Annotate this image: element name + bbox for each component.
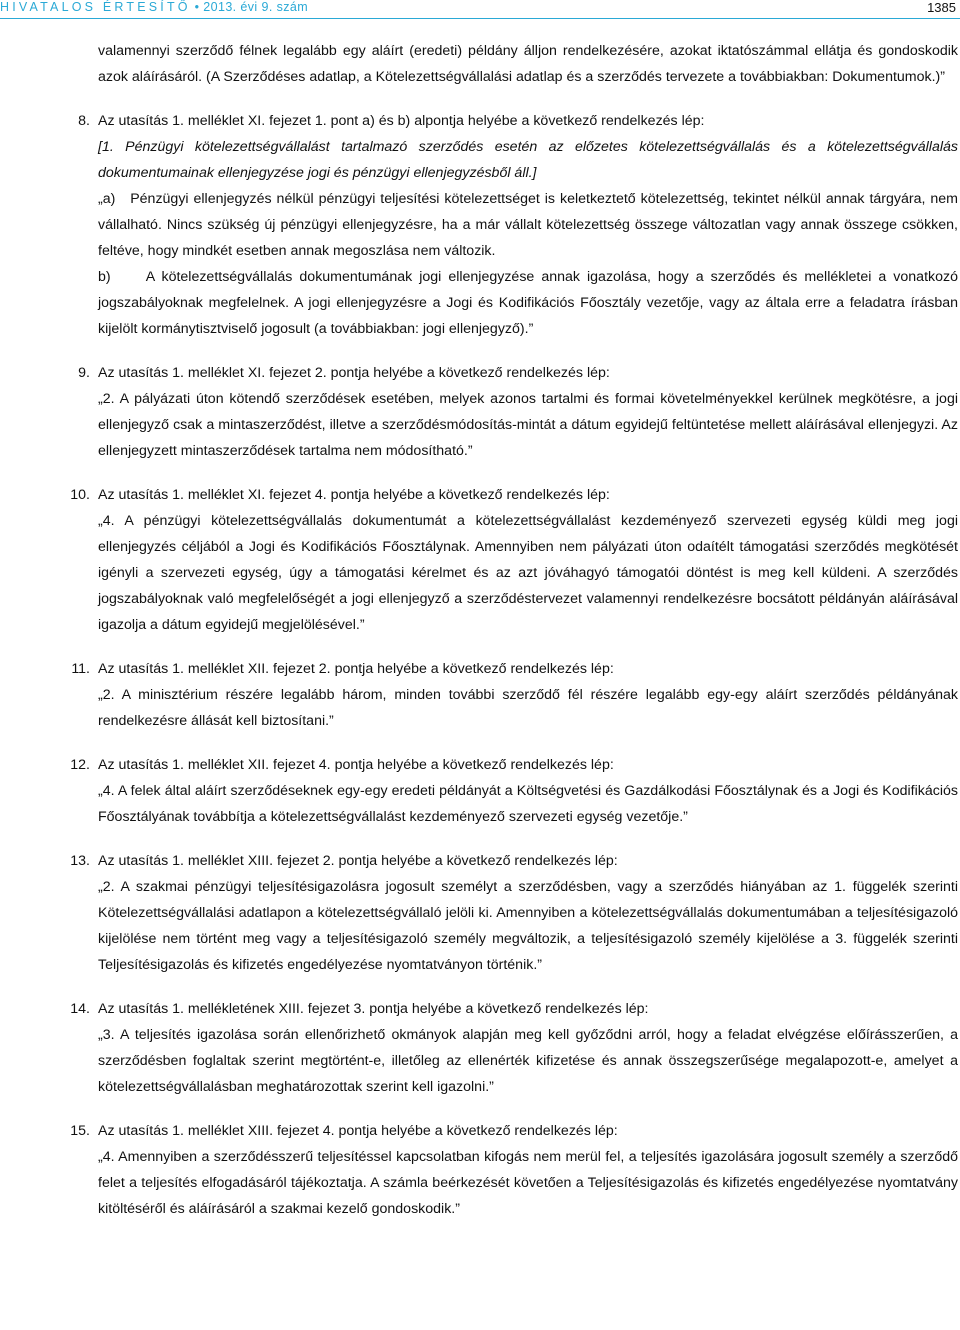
intro-paragraph: valamennyi szerződő félnek legalább egy aláírt (eredeti) példány álljon rendelkezésére, azokat iktatószámmal ellátja és gondoskodik azok aláírásáról. (A Szerződéses adatlap, a Kötelezettségvállalási adatlap és a szerződés tervezete a továbbiakban: Dokumentumok.)” [98, 43, 958, 85]
item-body: „2. A szakmai pénzügyi teljesítésigazolásra jogosult személyt a szerződésben, vagy a szerződés hiányában az 1. függelék szerinti Kötelezettségvállalási adatlapon a kötelezettségvállaló jelöli ki. Amennyiben a kötelezettségvállalás dokumentumában a teljesítésigazoló kijelölése nem történt meg vagy a teljesítésigazoló személy megváltozik, a teljesítésigazoló személy kijelölése a 3. függelék szerinti Teljesítésigazolás és kifizetés engedélyezése nyomtatványon történik.” [98, 879, 958, 973]
item-body: „4. A felek által aláírt szerződéseknek egy-egy eredeti példányát a Költségvetési és Gazdálkodási Főosztálynak és a Jogi és Kodifikációs Főosztályának továbbítja a kötelezettségvállalást kezdeményező szervezeti egység vezetője.” [98, 783, 958, 825]
document-body [70, 38, 958, 1222]
item-number: 9. [78, 365, 90, 381]
header-rule [0, 18, 960, 19]
subpoint-label: b) [98, 269, 111, 285]
page-number: 1385 [927, 0, 956, 15]
item-number: 10. [70, 487, 90, 503]
item-15 [70, 1118, 958, 1222]
item-number: 11. [71, 661, 90, 677]
publication-name: HIVATALOS ÉRTESÍTŐ [0, 0, 191, 14]
item-heading: Az utasítás 1. mellékletének XIII. fejezet 3. pontja helyébe a következő rendelkezés lép: [98, 1001, 649, 1017]
item-number: 14. [70, 1001, 90, 1017]
item-heading: Az utasítás 1. melléklet XI. fejezet 4. pontja helyébe a következő rendelkezés lép: [98, 487, 610, 503]
item-body: „4. A pénzügyi kötelezettségvállalás dokumentumát a kötelezettségvállalást kezdeményező szervezeti egység küldi meg jogi ellenjegyzés céljából a Jogi és Kodifikációs Főosztálynak. Amennyiben nem pályázati úton odaítélt támogatási szerződés megkötését igényli a szervezeti egység, úgy a támogatási kérelmet és az azt jóváhagyó támogatói döntést is meg kell küldeni. A szerződés jogszabályoknak való megfelelőségét a jogi ellenjegyző a szerződéstervezet valamennyi rendelkezésre bocsátott példányán aláírásával igazolja a dátum egyidejű megjelölésével.” [98, 513, 958, 633]
subpoint-a [98, 186, 958, 264]
item-10 [70, 482, 958, 638]
publication-title: HIVATALOS ÉRTESÍTŐ • 2013. évi 9. szám [0, 0, 309, 14]
item-heading: Az utasítás 1. melléklet XII. fejezet 4. pontja helyébe a következő rendelkezés lép: [98, 757, 614, 773]
bracket-note: [1. Pénzügyi kötelezettségvállalást tartalmazó szerződés esetén az előzetes kötelezettségvállalás és a kötelezettségvállalás dokumentumainak ellenjegyzése jogi és pénzügyi ellenjegyzésből áll.] [98, 139, 958, 181]
item-9 [78, 360, 958, 464]
item-heading: Az utasítás 1. melléklet XI. fejezet 1. pont a) és b) alpontja helyébe a következő rendelkezés lép: [98, 113, 705, 129]
item-14 [70, 996, 958, 1100]
issue-label: 2013. évi 9. szám [203, 0, 309, 14]
item-body: „4. Amennyiben a szerződésszerű teljesítéssel kapcsolatban kifogás nem merül fel, a teljesítés igazolására jogosult személy a szerződő felet a teljesítés elfogadásáról tájékoztatja. A számla beérkezését követően a Teljesítésigazolás és kifizetés engedélyezése nyomtatvány kitöltéséről és aláírásáról a szakmai kezelő gondoskodik.” [98, 1149, 958, 1217]
item-body: „2. A pályázati úton kötendő szerződések esetében, melyek azonos tartalmi és formai követelményekkel kerülnek megkötésre, a jogi ellenjegyző csak a mintaszerződést, illetve a szerződésmódosítás-mintát a dátum egyidejű feltüntetése mellett aláírásával ellenjegyzi. Az ellenjegyzett mintaszerződések tartalma nem módosítható.” [98, 391, 958, 459]
item-body: „3. A teljesítés igazolása során ellenőrizhető okmányok alapján meg kell győződni arról, hogy a feladat elvégzése előírásszerűen, a szerződésben foglaltak szerint megtörtént-e, illetőleg az ellenérték kifizetése és annak összegszerűsége megalapozott-e, amelyet a kötelezettségvállalásban meghatározottak szerint kell igazolni.” [98, 1027, 958, 1095]
item-number: 12. [70, 757, 90, 773]
item-13 [70, 848, 958, 978]
item-body: „2. A minisztérium részére legalább három, minden további szerződő fél részére legalább egy-egy aláírt szerződés példányának rendelkezésre állását kell biztosítani.” [98, 687, 958, 729]
item-heading: Az utasítás 1. melléklet XI. fejezet 2. pontja helyébe a következő rendelkezés lép: [98, 365, 610, 381]
item-number: 15. [70, 1123, 90, 1139]
item-heading: Az utasítás 1. melléklet XIII. fejezet 2. pontja helyébe a következő rendelkezés lép: [98, 853, 618, 869]
subpoint-text: Pénzügyi ellenjegyzés nélkül pénzügyi teljesítési kötelezettséget is keletkeztető kötelezettség, tekintet nélkül annak tárgyára, nem vállalható. Nincs szükség új pénzügyi ellenjegyzésre, ha a már vállalt kötelezettség összege változatlan vagy annak összege csökken, feltéve, hogy mindkét esetben annak megoszlása nem változik. [98, 191, 958, 259]
item-heading: Az utasítás 1. melléklet XII. fejezet 2. pontja helyébe a következő rendelkezés lép: [98, 661, 614, 677]
subpoint-b [98, 264, 958, 342]
page-header [0, 0, 960, 22]
item-12 [70, 752, 958, 830]
subpoint-label: „a) [98, 191, 116, 207]
item-heading: Az utasítás 1. melléklet XIII. fejezet 4. pontja helyébe a következő rendelkezés lép: [98, 1123, 618, 1139]
item-11 [71, 656, 958, 734]
subpoint-text: A kötelezettségvállalás dokumentumának jogi ellenjegyzése annak igazolása, hogy a szerződés és mellékletei a vonatkozó jogszabályoknak megfelelnek. A jogi ellenjegyzésre a Jogi és Kodifikációs Főosztály vezetője, vagy az általa erre a feladatra írásban kijelölt kormánytisztviselő jogosult (a továbbiakban: jogi ellenjegyző).” [98, 269, 958, 337]
item-8 [78, 108, 958, 342]
item-number: 13. [70, 853, 90, 869]
item-number: 8. [78, 113, 90, 129]
